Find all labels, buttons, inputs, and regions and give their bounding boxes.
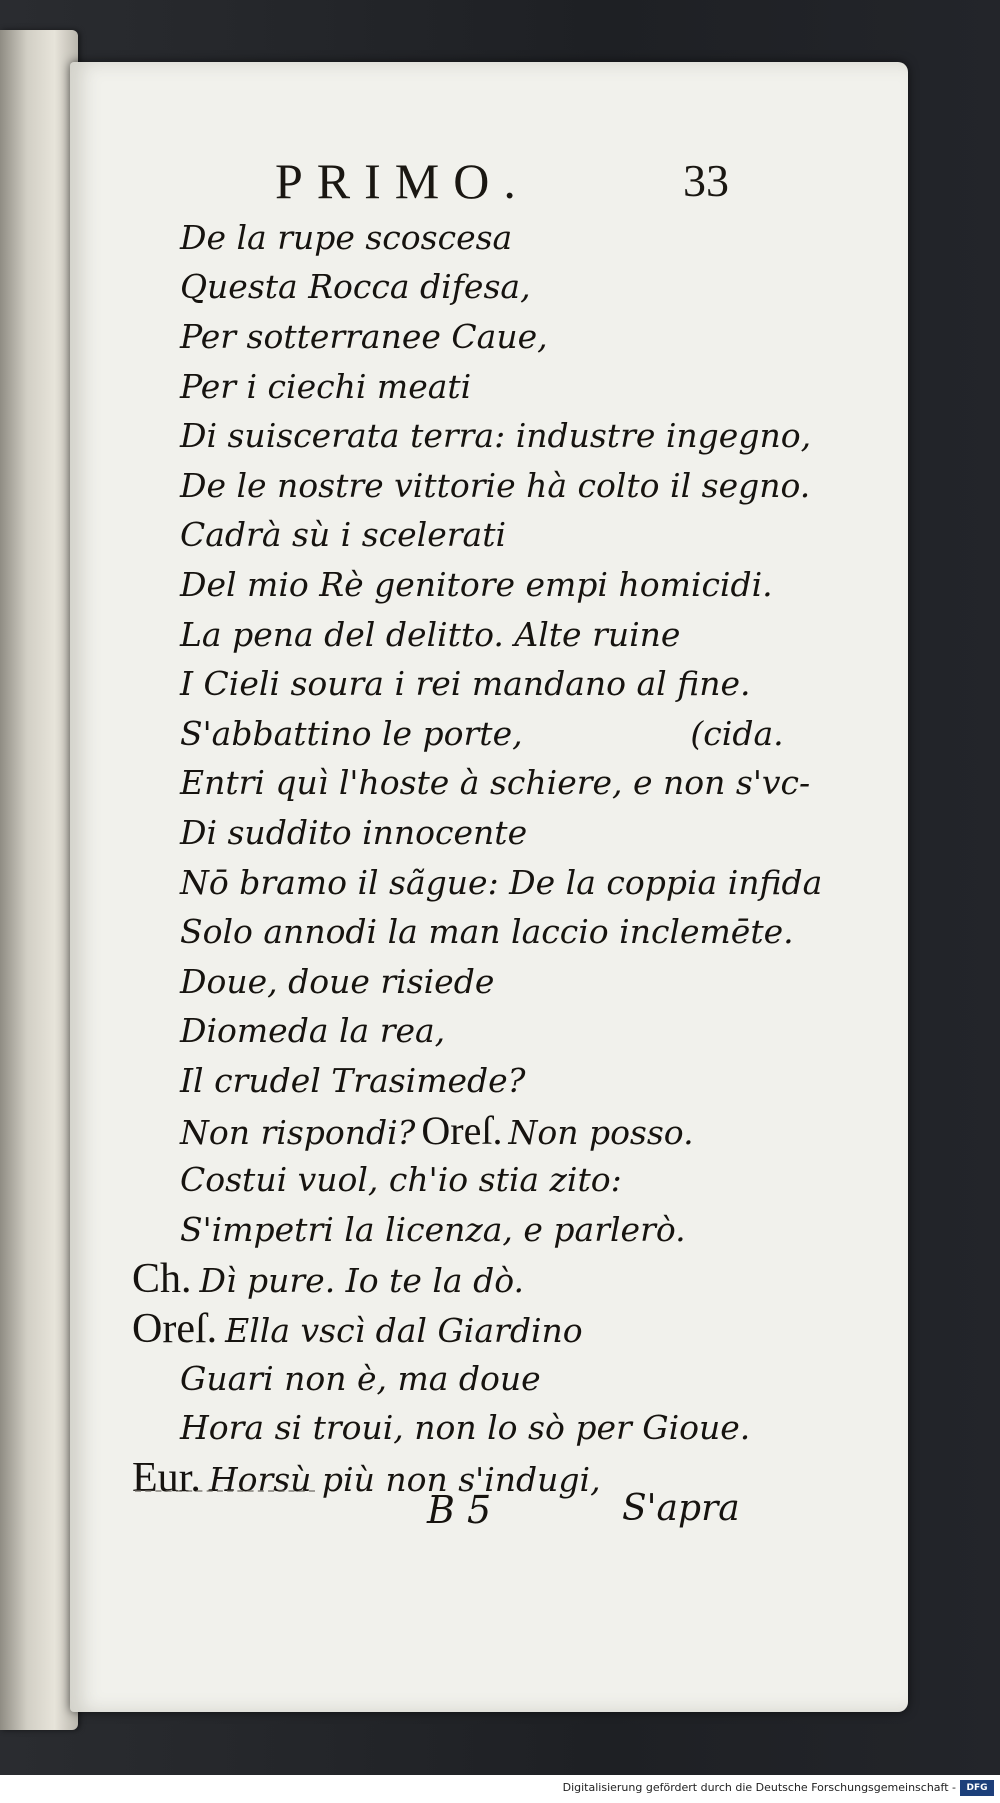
verse-line: S'impetri la licenza, e parlerò. (180, 1210, 686, 1249)
verse-line: Nō bramo il sãgue: De la coppia infida (180, 863, 823, 902)
speaker-label: Eur. (132, 1455, 201, 1501)
verse-line: Doue, doue risiede (180, 962, 495, 1001)
page-number: 33 (683, 155, 729, 206)
speaker-label: Oreſ. (132, 1306, 218, 1352)
verse-line: Diomeda la rea, (180, 1011, 446, 1050)
running-head: PRIMO. (275, 153, 530, 209)
verse-line: Eur. Horsù più non s'indugi, (132, 1455, 601, 1501)
verse-line: Il crudel Trasimede? (180, 1061, 526, 1100)
verse-line: Per sotterranee Caue, (180, 317, 548, 356)
verse-line: Del mio Rè genitore empi homicidi. (180, 565, 773, 604)
verse-line: Guari non è, ma doue (180, 1359, 541, 1398)
verse-line: Cadrà sù i scelerati (180, 515, 507, 554)
verse-line: De le nostre vittorie hà colto il segno. (180, 466, 811, 505)
credit-bar (0, 1775, 1000, 1803)
speaker-label: Oreſ. (421, 1108, 503, 1153)
verse-line: Di suiscerata terra: industre ingegno, (180, 416, 812, 455)
verse-line: Hora si troui, non lo sò per Gioue. (180, 1408, 751, 1447)
verse-line: Costui vuol, ch'io stia zito: (180, 1160, 622, 1199)
verse-line: Entri quì l'hoste à schiere, e non s'vc- (180, 763, 811, 802)
signature-mark: B 5 (427, 1488, 492, 1532)
verse-line: S'abbattino le porte, (cida. (180, 714, 784, 753)
previous-page-edge (0, 30, 78, 1730)
verse-line: Oreſ. Ella vscì dal Giardino (132, 1306, 583, 1352)
page-header (0, 152, 1000, 212)
verse-line: La pena del delitto. Alte ruine (180, 615, 681, 654)
verse-line: Ch. Dì pure. Io te la dò. (132, 1256, 524, 1302)
page-footer (0, 1488, 1000, 1548)
speaker-label: Ch. (132, 1256, 192, 1302)
verse-line: Solo annodi la man laccio inclemēte. (180, 912, 794, 951)
funding-credit: Digitalisierung gefördert durch die Deutsche Forschungsgemeinschaft - (562, 1781, 956, 1794)
verse-line: Per i ciechi meati (180, 367, 472, 406)
verse-line: I Cieli soura i rei mandano al fine. (180, 664, 751, 703)
verse-line: Di suddito innocente (180, 813, 528, 852)
dfg-logo-icon: DFG (960, 1780, 994, 1796)
verse-line: Non rispondi? Oreſ. Non posso. (180, 1108, 694, 1153)
verse-line: Questa Rocca difesa, (180, 267, 531, 306)
verse-line: De la rupe scoscesa (180, 218, 513, 257)
catchword: S'apra (622, 1488, 740, 1529)
